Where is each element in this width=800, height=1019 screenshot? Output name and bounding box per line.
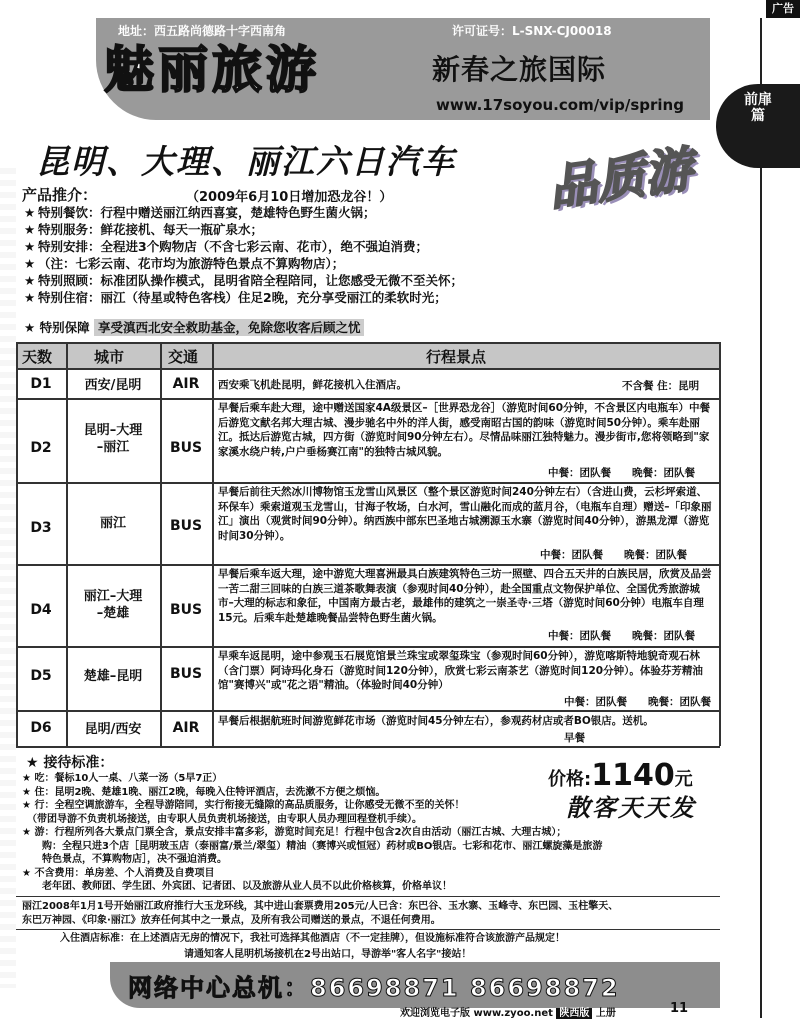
product-heading: 产品推介： [22, 186, 98, 204]
feature-item: ★ 特别餐饮：行程中赠送丽江纳西喜宴，楚雄特色野生菌火锅； [24, 205, 376, 220]
ad-tag: 广告 [766, 0, 800, 18]
standards-line: ★ 吃：餐标10人一桌、八菜一汤（5早7正） [22, 773, 223, 784]
transport: BUS [169, 440, 203, 456]
star-icon: ★ [24, 205, 36, 220]
star-icon: ★ [24, 290, 36, 305]
itinerary-desc: 早餐后前往天然冰川博物馆玉龙雪山风景区（整个景区游览时间240分钟左右）（含进山费，云杉坪索道、环保车）乘索道观玉龙雪山，甘海子牧场，白水河，雪山融化而成的蓝月谷，（电瓶车自理）赠送–「印象丽江」演出（观赏时间90分钟）。纳西族中部东巴圣地古城溯源玉水寨（游览时间40分钟），游黑龙潭（游览时间30分钟）。 [218, 486, 712, 542]
notice-line: 丽江2008年1月1号开始丽江政府推行大玉龙环线，其中进山套票费用205元/人已含：东巴谷、玉水寨、玉峰寺、东巴园、玉柱擎天、 [22, 901, 619, 912]
product-date-note: （2009年6月10日增加恐龙谷！） [186, 190, 393, 205]
route-title: 昆明、大理、丽江六日汽车 [36, 142, 456, 181]
price: 价格:1140元 [548, 758, 693, 793]
row-line [16, 368, 720, 370]
row-line [16, 482, 720, 484]
th-day: 天数 [22, 348, 53, 366]
city: 楚雄–昆明 [83, 669, 143, 684]
website-link[interactable]: www.17soyou.com/vip/spring [436, 96, 684, 114]
star-icon: ★ [24, 222, 36, 237]
row-line [16, 746, 720, 748]
row-line [16, 398, 720, 400]
itinerary-desc: 早乘车返昆明，途中参观玉石展览馆景兰珠宝或翠玺珠宝（参观时间60分钟），游览喀斯特地貌奇观石林（含门票）阿诗玛化身石（游览时间120分钟），欣赏七彩云南茶艺（游览时间120分钟）。体验芬芳精油馆"赛博兴"或"花之语"精油。（体验时间40分钟） [218, 650, 703, 691]
day-label: D2 [30, 440, 52, 456]
day-label: D3 [30, 520, 52, 536]
quality-badge: 品质游 [545, 141, 696, 217]
price-amount: 1140 [591, 758, 675, 793]
divider [16, 896, 720, 897]
col-line [160, 342, 162, 746]
standards-heading: ★ 接待标准： [26, 755, 114, 771]
section-tab [716, 84, 800, 168]
col-line [66, 342, 68, 746]
col-line [212, 342, 214, 746]
day-label: D4 [30, 602, 52, 618]
feature-item: ★ 特别照顾：标准团队操作模式，昆明省陪全程陪同，让您感受无微不至关怀； [24, 273, 464, 288]
itinerary-desc: 西安乘飞机赴昆明，鲜花接机入住酒店。 [218, 379, 407, 391]
transport: AIR [172, 376, 200, 392]
th-city: 城市 [94, 348, 125, 366]
meal-info: 中餐：团队餐 晚餐：团队餐 [564, 696, 711, 708]
feature-item: ★ 特别住宿：丽江（待星或特色客栈）住足2晚，充分享受丽江的柔软时光； [24, 290, 447, 305]
feature-list [24, 204, 724, 306]
section-tab-label: 前扉篇 [744, 92, 772, 124]
transport: AIR [172, 720, 200, 736]
pickup-notice: 请通知客人昆明机场接机在2号出站口，导游举"客人名字"接站！ [184, 949, 472, 960]
guarantee-highlight: 享受滇西北安全救助基金，免除您收客后顾之忧 [94, 319, 365, 336]
transport: BUS [169, 666, 203, 682]
feature-item: ★ 特别服务：鲜花接机、每天一瓶矿泉水； [24, 222, 264, 237]
day-label: D6 [30, 720, 52, 736]
star-icon: ★ [26, 755, 44, 771]
star-icon: ★ [24, 320, 40, 335]
brand-logo: 魅丽旅游 [104, 40, 320, 99]
th-transport: 交通 [168, 348, 199, 366]
meal-info: 中餐：团队餐 晚餐：团队餐 [540, 549, 687, 561]
divider [16, 929, 720, 930]
standards-line: 特色景点，不算购物店］，决不强迫消费。 [22, 854, 227, 865]
row-line [16, 710, 720, 712]
star-icon: ★ [24, 239, 36, 254]
feature-item: ★ 特别安排：全程进3个购物店（不含七彩云南、花市），绝不强迫消费； [24, 239, 428, 254]
notice-line: 东巴万神园、《印象·丽江》放弃任何其中之一景点，及所有我公司赠送的景点，不退任何费用。 [22, 915, 441, 926]
page-edge-line [760, 18, 762, 1018]
decorative-stripe [0, 168, 16, 988]
transport: BUS [169, 518, 203, 534]
region-badge: 陕西版 [556, 1008, 592, 1019]
city: 西安/昆明 [84, 378, 142, 393]
address: 地址：西五路尚德路十字西南角 [118, 24, 287, 38]
standards-line: 购：全程只进3个店［昆明玻玉店（泰丽富/景兰/翠玺）精油（赛博兴或恒冠）药材或BO银店。七彩和花市、丽江螺旋藻是旅游 [22, 840, 603, 852]
row-line [16, 646, 720, 648]
service-standards [22, 752, 603, 894]
hotel-notice: 入住酒店标准：在上述酒店无房的情况下，我社可选择其他酒店（不一定挂牌），但设施标准符合该旅游产品规定！ [60, 933, 565, 944]
day-label: D1 [30, 376, 52, 392]
footer: 欢迎浏览电子版 www.zyoo.net 陕西版 上册 [400, 1008, 616, 1019]
standards-line: 老年团、教师团、学生团、外宾团、记者团、以及旅游从业人员不以此价格核算，价格单议！ [22, 881, 452, 892]
star-icon: ★ [24, 273, 36, 288]
col-line [719, 342, 721, 746]
standards-line: ★ 不含费用：单房差、个人消费及自费项目 [22, 867, 215, 879]
city: 丽江–大理 –楚雄 [83, 589, 143, 621]
th-itinerary: 行程景点 [426, 348, 487, 366]
slogan: 新春之旅国际 [432, 53, 607, 86]
city: 丽江 [99, 516, 126, 531]
page-number: 11 [670, 1001, 689, 1016]
feature-item: ★ （注：七彩云南、花市均为旅游特色景点不算购物店）； [24, 256, 345, 271]
itinerary-desc: 早餐后乘车返大理，途中游览大理喜洲最具白族建筑特色三坊一照壁、四合五天井的白族民居，欣赏及品尝一苦二甜三回味的白族三道茶歌舞表演（参观时间40分钟），赴全国重点文物保护单位、全国优秀旅游城市–大理的标志和象征，中国南方最古老，最雄伟的建筑之一崇圣寺·三塔（游览时间60分钟）电瓶车自理15元。后乘车赴楚雄晚餐品尝特色野生菌火锅。 [218, 568, 712, 624]
itinerary-desc: 早餐后乘车赴大理，途中赠送国家4A级景区–［世界恐龙谷］（游览时间60分钟，不含景区内电瓶车）中餐后游览文献名邦大理古城、漫步驰名中外的洋人街，感受南昭古国的韵味（游览时间50分钟）。乘车赴丽江。抵达后游览古城，四方街（游览时间90分钟左右）。尽情品味丽江独特魅力。漫步街市,您将领略到"家家溪水绕户转,户户垂杨赛江南"的独特古城风貌。 [218, 402, 711, 458]
transport: BUS [169, 602, 203, 618]
meal-info: 中餐：团队餐 晚餐：团队餐 [548, 467, 695, 479]
standards-line: ★ 行：全程空调旅游车，全程导游陪同，实行衔接无缝隙的高品质服务，让你感受无微不至的关怀！ [22, 800, 465, 811]
license-number: 许可证号：L-SNX-CJ00018 [452, 24, 612, 38]
standards-line: ★ 住：昆明2晚、楚雄1晚、丽江2晚，每晚入住特评酒店，去洗漱不方便之烦恼。 [22, 786, 386, 798]
meal-info: 早餐 [564, 732, 585, 744]
guarantee: ★ 特别保障 享受滇西北安全救助基金，免除您收客后顾之忧 [24, 318, 364, 336]
day-label: D5 [30, 668, 52, 684]
col-line [16, 342, 18, 746]
city: 昆明–大理 –丽江 [83, 423, 143, 455]
row-line [16, 564, 720, 566]
itinerary-desc: 早餐后根据航班时间游览鲜花市场（游览时间45分钟左右），参观药材店或者BO银店。送机。 [218, 715, 654, 727]
star-icon: ★ [24, 256, 36, 271]
row-line [16, 342, 720, 344]
hotline: 网络中心总机：86698871 86698872 [128, 974, 620, 1002]
meal-info: 不含餐 住：昆明 [622, 380, 700, 392]
meal-info: 中餐：团队餐 晚餐：团队餐 [548, 630, 695, 642]
standards-line: ★ 游：行程所列各大景点门票全含，景点安排丰富多彩，游览时间充足！行程中包含2次自由活动（丽江古城、大理古城）； [22, 827, 567, 838]
city: 昆明/西安 [84, 722, 142, 737]
daily-departure: 散客天天发 [566, 793, 696, 822]
standards-line: （带团导游不负责机场接送，由专职人员负责机场接送，由专职人员办理回程登机手续）。 [22, 813, 422, 825]
